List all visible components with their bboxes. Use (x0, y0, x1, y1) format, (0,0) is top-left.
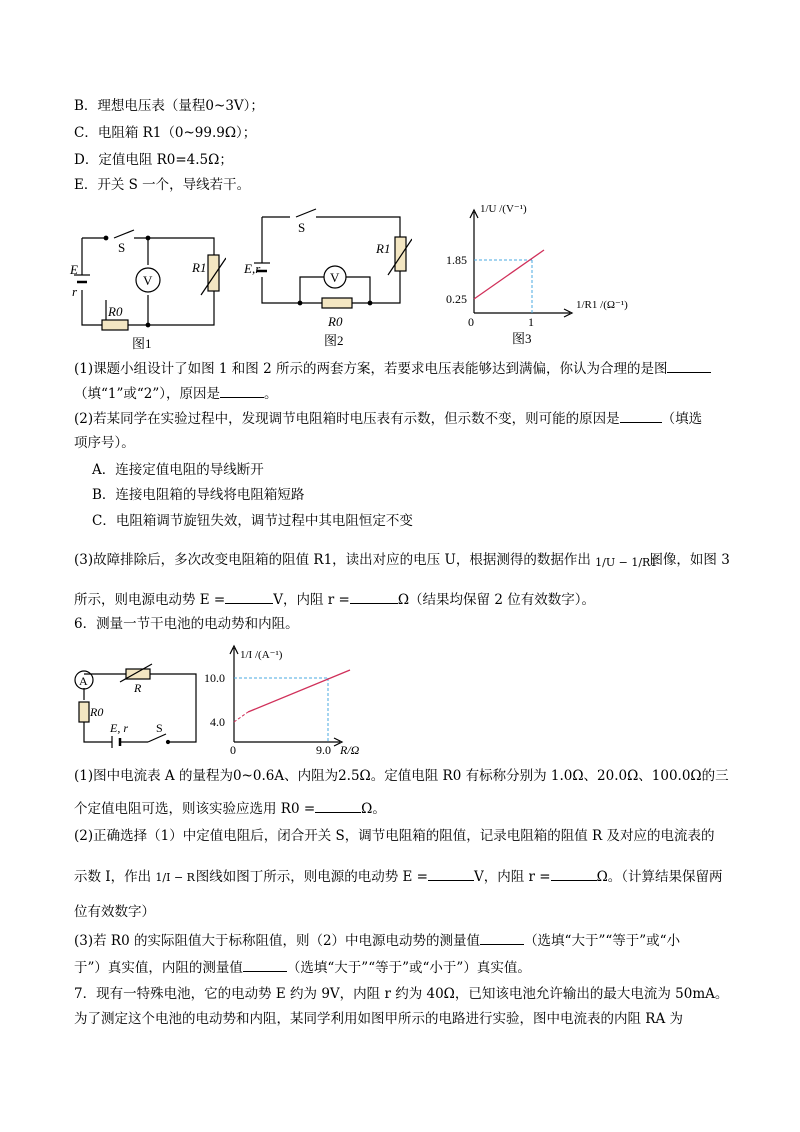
option-e: E．开关 S 一个，导线若干。 (74, 177, 251, 193)
fig3-xtick-0: 0 (468, 315, 474, 329)
q6-blank-2[interactable] (428, 866, 474, 881)
q6-part2-cont: 示数 I，作出 1/I − R 图线如图丁所示，则电源的电动势 E = V，内阻 r = Ω。（计算结果保留两 (74, 866, 723, 888)
fig2-label-er: E,r (244, 261, 261, 276)
figure-3-graph (440, 198, 640, 348)
fig1-label-s: S (118, 240, 126, 255)
q5-part2: (2)若某同学在实验过程中，发现调节电阻箱时电压表有示数，但示数不变，则可能的原因是 （填选 (74, 408, 702, 429)
figure-q6-graph (200, 640, 380, 760)
fig2-label-r1: R1 (376, 241, 391, 256)
fig3-ytick-1: 1.85 (446, 253, 467, 267)
q5-blank-5[interactable] (350, 589, 398, 604)
q6-blank-1[interactable] (315, 798, 361, 813)
q6-blank-3[interactable] (551, 866, 597, 881)
figure-q6-circuit (68, 660, 208, 750)
option-c: C．电阻箱 R1（0~99.9Ω）； (74, 125, 257, 141)
figure-2-circuit (242, 205, 412, 350)
fig4-label-er: E, r (110, 721, 128, 735)
fig5-xtick-0: 0 (230, 743, 236, 757)
q5-blank-4[interactable] (225, 589, 273, 604)
fig1-caption: 图1 (132, 336, 152, 351)
fig1-label-r: r (72, 284, 78, 299)
fig5-ytick-0: 4.0 (210, 715, 225, 729)
q6-part3-cont: 于”）真实值，内阻的测量值 （选填“大于”“等于”或“小于”）真实值。 (74, 957, 531, 978)
fig3-xlabel: 1/R1 /(Ω⁻¹) (576, 299, 628, 311)
option-d: D．定值电阻 R0=4.5Ω； (74, 152, 233, 168)
fig1-label-e: E (70, 262, 78, 277)
fig2-label-r0: R0 (328, 314, 343, 329)
q7-line2: 为了测定这个电池的电动势和内阻，某同学利用如图甲所示的电路进行实验，图中电流表的内阻 RA 为 (74, 1011, 683, 1027)
fig2-label-s: S (298, 220, 306, 235)
fig3-xtick-1: 1 (528, 315, 534, 329)
fig3-ytick-0: 0.25 (446, 292, 467, 306)
fig5-xlabel: R/Ω (340, 743, 360, 757)
q6-part2: (2)正确选择（1）中定值电阻后，闭合开关 S，调节电阻箱的阻值，记录电阻箱的阻值 R 及对应的电流表的 (74, 828, 715, 844)
fig1-label-v: V (143, 273, 153, 288)
fig5-ylabel: 1/I /(A⁻¹) (240, 649, 283, 661)
q5-blank-2[interactable] (220, 383, 264, 398)
fig2-label-v: V (330, 270, 340, 285)
q6-blank-5[interactable] (243, 957, 287, 972)
fig2-caption: 图2 (324, 333, 344, 348)
q6-part3: (3)若 R0 的实际阻值大于标称阻值，则（2）中电源电动势的测量值 （选填“大于”“等于”或“小 (74, 930, 680, 951)
figure-1-circuit (66, 220, 226, 355)
q5-part3: (3)故障排除后，多次改变电阻箱的阻值 R1，读出对应的电压 U，根据测得的数据作出 1/U − 1/R1 图像，如图 3 (74, 552, 730, 569)
q5-option-c: C．电阻箱调节旋钮失效，调节过程中其电阻恒定不变 (92, 513, 413, 529)
fig3-ylabel: 1/U /(V⁻¹) (480, 203, 527, 215)
fig5-ytick-1: 10.0 (204, 671, 225, 685)
fig5-xtick-1: 9.0 (316, 743, 331, 757)
fig1-label-r0: R0 (108, 304, 123, 319)
fig4-label-s: S (156, 721, 163, 735)
fig1-label-r1: R1 (192, 260, 207, 275)
q7-line1: 7．现有一特殊电池，它的电动势 E 约为 9V，内阻 r 约为 40Ω，已知该电池允许输出的最大电流为 50mA。 (74, 986, 729, 1002)
fig3-caption: 图3 (512, 331, 532, 346)
q6-part1-cont: 个定值电阻可选，则该实验应选用 R0 = Ω。 (74, 798, 386, 819)
q6-blank-4[interactable] (480, 930, 524, 945)
q5-option-b: B．连接电阻箱的导线将电阻箱短路 (92, 487, 305, 503)
q5-part1-cont: （填“1”或“2”），原因是 。 (74, 383, 278, 404)
fig4-label-r0: R0 (90, 705, 104, 719)
q5-part2-cont: 项序号）。 (74, 435, 135, 451)
fig4-label-r: R (134, 681, 142, 695)
q5-blank-3[interactable] (620, 408, 662, 423)
fig4-label-a: A (79, 674, 88, 688)
q5-part1: (1)课题小组设计了如图 1 和图 2 所示的两套方案，若要求电压表能够达到满偏，你认为合理的是图 (74, 358, 711, 379)
option-b: B．理想电压表（量程0~3V）； (74, 98, 264, 114)
q5-part3-cont: 所示，则电源电动势 E = V，内阻 r = Ω（结果均保留 2 位有效数字）。 (74, 589, 595, 610)
q6-title: 6．测量一节干电池的电动势和内阻。 (74, 616, 299, 632)
q5-option-a: A．连接定值电阻的导线断开 (92, 462, 264, 478)
q6-part2-end: 位有效数字） (74, 904, 155, 920)
q6-part1: (1)图中电流表 A 的量程为0~0.6A、内阻为2.5Ω。定值电阻 R0 有标称分别为 1.0Ω、20.0Ω、100.0Ω的三 (74, 768, 729, 784)
q5-blank-1[interactable] (667, 358, 711, 373)
